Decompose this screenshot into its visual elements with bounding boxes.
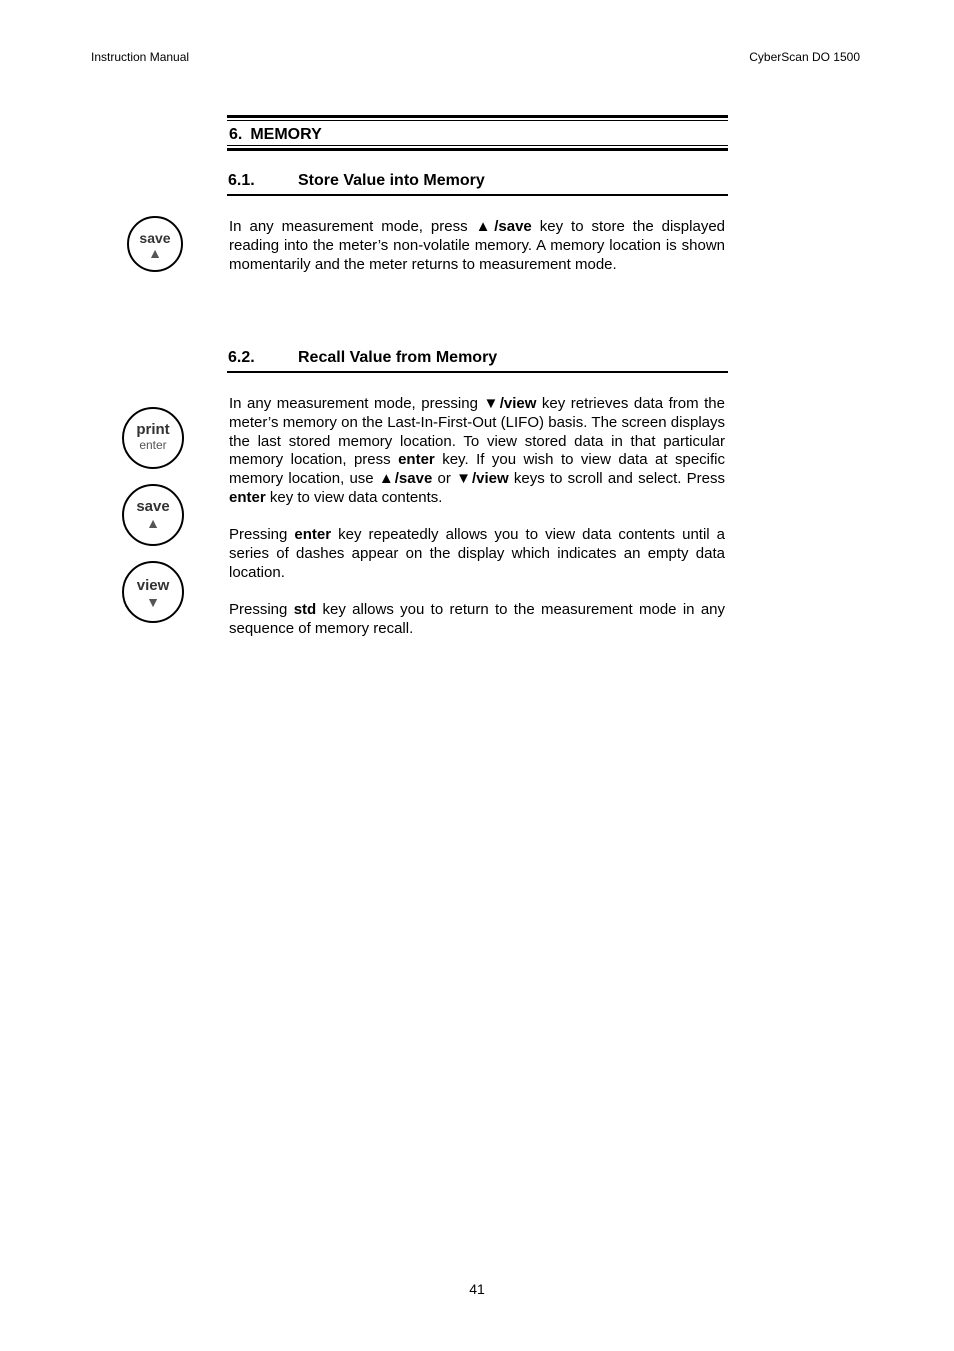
subsection-number: 6.1.: [228, 172, 255, 189]
save-key-icon: [127, 216, 183, 272]
key-ref: std: [293, 601, 317, 618]
page-number: 41: [469, 1281, 485, 1297]
section-number: 6.: [229, 126, 243, 143]
save-key-label: save: [139, 230, 171, 246]
text: Pressing: [229, 526, 295, 543]
enter-key-sublabel: enter: [139, 438, 167, 452]
subsection-title: Recall Value from Memory: [298, 349, 498, 366]
view-key-label: view: [136, 577, 170, 594]
key-ref: ▲/save: [475, 218, 532, 235]
paragraph-std: [229, 601, 725, 639]
text: keys to scroll and select. Press: [508, 470, 725, 488]
subsection-heading-recall: [227, 349, 728, 373]
print-key-label: print: [136, 421, 170, 438]
text: key. If you wish to view data at specific memory location, use: [229, 451, 725, 488]
paragraph-store: [229, 218, 725, 274]
save-key-label: save: [136, 498, 170, 515]
key-ref: enter: [398, 451, 435, 469]
save-key-icon: [122, 484, 184, 546]
text: or: [432, 470, 457, 488]
header-left: Instruction Manual: [91, 50, 190, 64]
view-key-icon: [122, 561, 184, 623]
text: key allows you to return to the measurement mode in any sequence of memory recall.: [229, 601, 726, 637]
up-arrow-icon: ▲: [148, 245, 162, 261]
key-ref: ▼/view: [456, 470, 509, 488]
header-right: CyberScan DO 1500: [749, 50, 860, 64]
subsection-title: Store Value into Memory: [298, 172, 485, 189]
paragraph-enter-repeat: [229, 526, 725, 582]
key-ref: ▼/view: [483, 395, 537, 412]
key-ref: ▲/save: [378, 470, 433, 488]
key-ref: enter: [229, 488, 266, 506]
section-title: MEMORY: [250, 126, 322, 143]
subsection-heading-store: [227, 172, 728, 196]
paragraph-recall: [229, 395, 725, 508]
print-enter-key-icon: [122, 407, 184, 469]
text: In any measurement mode, press: [229, 218, 476, 235]
text: In any measurement mode, pressing: [229, 395, 484, 412]
text: key repeatedly allows you to view data contents until a series of dashes appear on the display which indicates an empty data location.: [229, 526, 725, 581]
key-ref: enter: [294, 526, 332, 543]
section-heading-text: [229, 126, 322, 144]
down-arrow-icon: ▼: [146, 594, 160, 610]
section-heading: [227, 115, 728, 151]
text: key retrieves data from the meter’s memory on the Last-In-First-Out (LIFO) basis. The screen displays the last stored memory location. To view stored data in that particular memory location, press: [229, 395, 725, 469]
text: Pressing: [229, 601, 294, 618]
up-arrow-icon: ▲: [146, 515, 160, 531]
subsection-number: 6.2.: [228, 349, 255, 366]
text: key to view data contents.: [265, 488, 443, 506]
text: key to store the displayed reading into the meter’s non-volatile memory. A memory location is shown momentarily and the meter returns to measurement mode.: [229, 218, 726, 273]
